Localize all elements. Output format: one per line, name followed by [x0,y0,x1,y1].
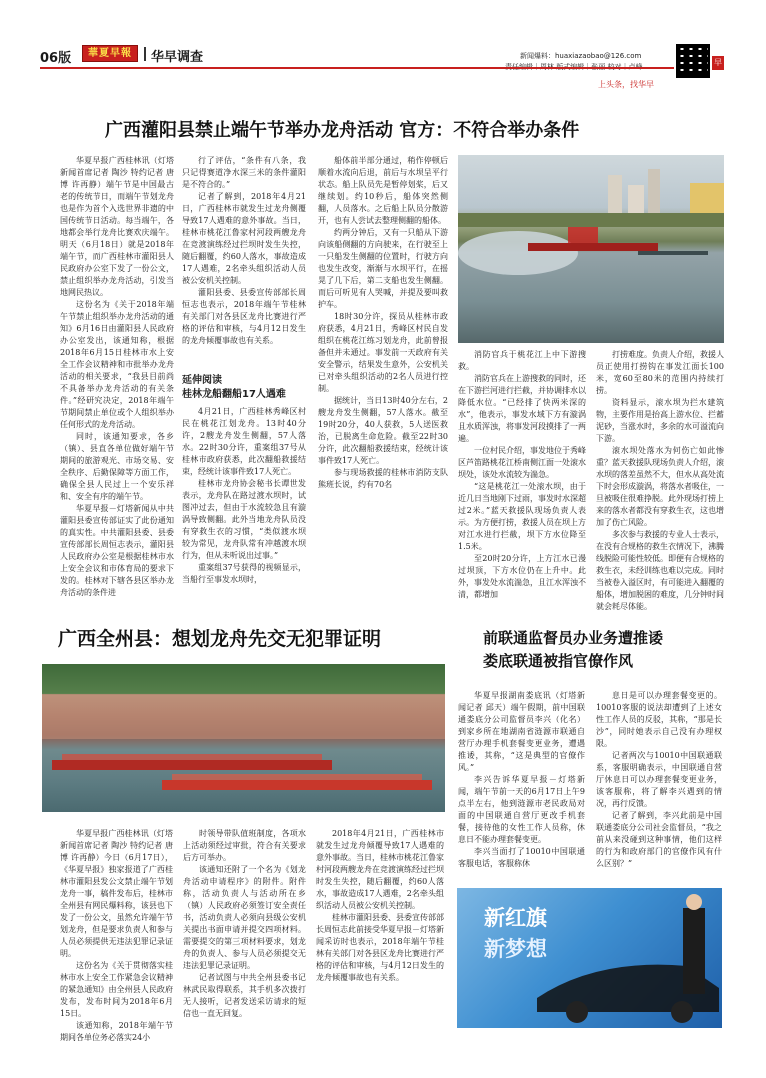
paragraph: 至20时20分许，上方江水已漫过坝顶，下方水位仍在上升中。此外，事发处水流湍急，且江水浑浊不清，都增加 [458,554,586,599]
paragraph: 息日是可以办理套餐变更的。10010客服的说法却遭到了上述女性工作人员的反驳，其称，“那是长沙”，同时她表示自己没有办理权限。 [596,691,722,748]
paragraph: 李兴告诉华夏早报－灯塔新闻，端午节前一天的6月17日上午9点半左右，他到涟源市老民政局对面的中国联通自营厅更改手机套餐，接待他的女性工作人员称，休息日不能办理套餐变更。 [458,775,585,844]
article2-column-2 [183,828,306,1050]
article1-headline: 广西灌阳县禁止端午节举办龙舟活动 官方：不符合举办条件 [105,120,580,141]
paragraph: 华夏早报湖南娄底讯（灯塔新闻记者 邱天）端午假期，前中国联通娄底分公司监督员李兴（化名）到家乡所在地湖南省涟源市联通自营厅办理手机套餐变更业务，遭遇推诿，其称，“这是典型的官僚作风。” [458,691,585,772]
paragraph: 记者了解到，2018年4月21日，广西桂林市就发生过龙舟侧覆导致17人遇难的意外事故。当日，桂林市桃花江鲁家村河段两艘龙舟在竞渡演练经过拦坝时发生失控，随后翻覆，约60人落水，事故造成17人遇难，2名牵头组织活动人员被公安机关控制。 [182,192,306,285]
paragraph: 资料显示，滚水坝为拦水建筑物，主要作用是抬高上游水位、拦蓄泥砂，当涨水时，多余的水可溢流向下游。 [596,398,724,443]
paragraph: 参与现场救援的桂林市消防支队熊班长说，约有70名 [318,468,448,489]
header-rule [40,67,674,69]
paragraph: 记者了解到，李兴此前是中国联通娄底分公司社会监督员，“我之前从来没碰到这种事情，他们这样的行为和政府部门的官僚作风有什么区别？” [596,811,722,868]
paragraph: 同时，该通知要求，各乡（镇）、县直各单位做好端午节期间的旅游观光、市场交易、安全秩序、后勤保障等方面工作，确保全县人民过上一个安乐祥和、安全有序的端午节。 [60,432,174,501]
paragraph: 18时30分许，探员从桂林市政府获悉，4月21日，秀峰区村民自发组织在桃花江练习划龙舟，此前曾报备但并未通过。事发前一天政府有关安全警示，结果发生意外，公安机关已对牵头组织活动的2名人员进行控制。 [318,312,448,393]
paragraph: 打捞难度。负责人介绍，救援人员正使用打捞钩在事发江面长100米，宽60至80米的范围内持续打捞。 [596,350,724,395]
section-title: 华早调查 [151,50,204,65]
paragraph: 船体前半部分通过，稍作停顿后顺着水流向后退，前后与水坝呈平行状态。船上队员先是暂停划桨，后又继续划。约10秒后，船体突然侧翻，人员落水。之后船上队员分散游开，也有人尝试去整理侧翻的船体。 [318,156,448,225]
paragraph: 这份名为《关于2018年端午节禁止组织举办龙舟活动的通知》6月16日由灌阳县人民政府办公室发出，该通知称，根据2018年6月15日桂林市水上安全工作会议精神和市批举办龙舟活动的相关要求，“我县目前尚不具备举办龙舟活动的有关条件。”经研究决定，2018年端午节期间禁止单位或个人组织举办任何形式的龙舟活动。 [60,300,174,429]
ad-slogan-line1: 新红旗 [484,906,547,930]
article1-column-2b [182,406,306,613]
article3-headline-line1: 前联通监督员办业务遭推诿 [483,629,664,647]
paragraph: 华夏早报广西桂林讯（灯塔新闻首席记者 陶沙 特约记者 唐博 许再静）今日（6月17日），《华夏早报》独家报道了广西桂林市灌阳县发公文禁止端午节划龙舟一事，稿件发布后，桂林市全州县有网民爆料称，该县也下发了一份公文，虽然允许端午节划龙舟，但是要求负责人和参与人员必须提供无违法犯罪记录证明。 [60,829,173,958]
paragraph: 行了评估，“条件有八条，我只记得赛道净水深三米的条件灌阳是不符合的。” [182,156,306,189]
article1-column-5 [596,349,724,613]
qr-code-icon [676,44,710,78]
header-divider [144,47,146,61]
paragraph: 消防官兵于桃花江上中下游搜救。 [458,350,586,371]
paragraph: 记者两次与10010中国联通联系，客服明确表示，中国联通自营厅休息日可以办理套餐变更业务，该客服称，将了解李兴遇到的情况，再行反馈。 [596,751,722,808]
paragraph: 2018年4月21日，广西桂林市就发生过龙舟倾覆导致17人遇难的意外事故。当日，桂林市桃花江鲁家村河段两艘龙舟在竞渡演练经过拦坝时发生失控，随后翻覆，约60人落水，事故造成17人遇难，2名牵头组织活动人员被公安机关控制。 [316,829,444,910]
paragraph: 该通知还附了一个名为《划龙舟活动申请程序》的附件。附件称，活动负责人与活动所在乡（镇）人民政府必须签订安全责任书，活动负责人必须向县级公安机关提出书面申请并提交四项材料。需要提交的第三项材料要求，划龙舟的负责人、参与人员必须提交无违法犯罪记录证明。 [183,865,306,970]
paragraph: 滚水坝处落水为何伤亡如此惨重？蓝天救援队现场负责人介绍，滚水坝的落差虽然不大，但水从高处流下时会形成漩涡，将落水者吸住，一旦被吸住很难挣脱。此外现场打捞上来的落水者都没有穿救生衣，这也增加了伤亡风险。 [596,446,724,527]
article1-column-3 [318,155,448,613]
article1-column-1 [60,155,174,613]
photo1-scene [458,155,724,343]
article2-column-3 [316,828,444,1050]
paragraph: 重案组37号获得的视频显示，当船行至事发水坝时， [182,563,306,584]
extended-reading-subhead: 延伸阅读 桂林龙船翻船17人遇难 [182,375,286,400]
article2-column-1 [60,828,173,1050]
paragraph: 约两分钟后，又有一只船从下游向该船侧翻的方向驶来，在行驶至上一只船发生侧翻的位置时，行驶方向也发生改变，渐渐与水坝平行，在摇晃了几下后，第二支船也发生侧翻。而后可听见有人哭喊，并提及要叫救护车。 [318,228,448,309]
paragraph: 华夏早报－灯塔新闻从中共灌阳县委宣传部证实了此份通知的真实性。中共灌阳县委、县委宣传部部长周恒志表示，灌阳县人民政府办公室是根据桂林市水上安全会议和市体育局的要求下发的。桂林对下辖各县区举办龙舟活动的条件进 [60,504,174,597]
article3-column-2 [596,690,722,880]
paragraph: 消防官兵在上游搜救的同时，还在下游拦河进行拦截，并协调排水以降低水位。“已经排了快两米深的水”，他表示，事发水域下方有漩涡且水质浑浊，将事发河段摸排了一两遍。 [458,374,586,443]
photo2-scene [42,664,445,812]
article3-column-1 [458,690,585,880]
paragraph: 灌阳县委、县委宣传部部长周恒志也表示，2018年端午节桂林有关部门对各县区龙舟比赛进行严格的评估和审核，与4月12日发生的龙舟倾覆事故也有关系。 [182,288,306,345]
tip-email: 新闻爆料：huaxiazaobao@126.com [520,52,642,60]
paragraph: “这是桃花江一处滚水坝，由于近几日当地刚下过雨，事发时水深超过2米。”蓝天救援队现场负责人表示。为方便打捞，救援人员在坝上方对江水进行拦截，坝下方水位降至1.5米。 [458,482,586,551]
paragraph: 这份名为《关于贯彻落实桂林市水上安全工作紧急会议精神的紧急通知》由全州县人民政府发布，发布时间为2018年6月15日。 [60,961,173,1018]
paragraph: 据统计，当日13时40分左右，2艘龙舟发生侧翻，57人落水。截至19时20分，40人获救，5人送医救治，已脱离生命危险。截至22时30分许，此次翻船救援结束，经统计该事件致17人死亡。 [318,396,448,465]
article1-column-4 [458,349,586,613]
paragraph: 一位村民介绍，事发地位于秀峰区芦笛路桃花江桥南侧江面一处滚水坝处，该处水流较为湍急。 [458,446,586,479]
paragraph: 李兴当面打了10010中国联通客服电话，客服称休 [458,847,585,868]
ad-slogan-line2: 新梦想 [484,937,547,961]
paragraph: 桂林市灌阳县委、县委宣传部部长周恒志此前接受华夏早报－灯塔新闻采访时也表示，2018年端午节桂林有关部门对各县区龙舟比赛进行严格的评估和审核，与4月12日发生的龙舟倾覆事故也有关系。 [316,913,444,982]
paragraph: 多次参与救援的专业人士表示，在没有合规格的救生衣情况下，沸腾线脱险可能性较低。即便有合规格的救生衣，未经训练也难以完成。同时当被卷入溢区时，有可能进入翻覆的船体，增加脱困的难度，几分钟时间就会耗尽体能。 [596,530,724,611]
page-number: 06版 [40,51,72,66]
paragraph: 4月21日，广西桂林秀峰区村民在桃花江划龙舟。13时40分许，2艘龙舟发生侧翻，57人落水。22时30分许，重案组37号从桂林市政府获悉，此次翻船救援结束，经统计该事件致17人死亡。 [182,407,306,476]
article3-headline-line2: 娄底联通被指官僚作风 [483,652,634,670]
paragraph: 该通知称，2018年端午节期间各单位务必落实24小 [60,1021,173,1042]
dragon-boat-race-photo [42,664,445,812]
newspaper-logo: 華夏早報 [82,45,138,62]
red-badge-icon: 早 [712,56,724,70]
header-slogan: 上头条，找华早 [598,80,654,89]
paragraph: 记者试图与中共全州县委书记林武民取得联系，其手机多次拨打无人接听，记者发送采访请求的短信也一直无回复。 [183,973,306,1018]
article1-column-2 [182,155,306,367]
article2-headline: 广西全州县：想划龙舟先交无犯罪证明 [58,628,382,650]
paragraph: 桂林市龙舟协会秘书长谭世发表示，龙舟队在路过渡水坝时，试图冲过去，但由于水流较急且有漩涡导致侧翻。此外当地龙舟队员没有穿救生衣的习惯，“类似渡水坝较为常见，龙舟队常有冲越渡水坝行为，但从未听说出过事。” [182,479,306,560]
paragraph: 华夏早报广西桂林讯（灯塔新闻首席记者 陶沙 特约记者 唐博 许再静）端午节是中国最古老的传统节日，而端午节划龙舟也是作为首个入选世界非遗的中国传统节日活动。每当端午，各地都会举行龙舟比赛欢庆端午。明天（6月18日）就是2018年端午节，而广西桂林市灌阳县人民政府办公室下发了一份公文，禁止组织举办龙舟活动，引发当地网民热议。 [60,156,174,297]
paragraph: 时领导带队值班制度，各项水上活动须经过审批，符合有关要求后方可举办。 [183,829,306,862]
dragon-boat-capsizing-photo [458,155,724,343]
